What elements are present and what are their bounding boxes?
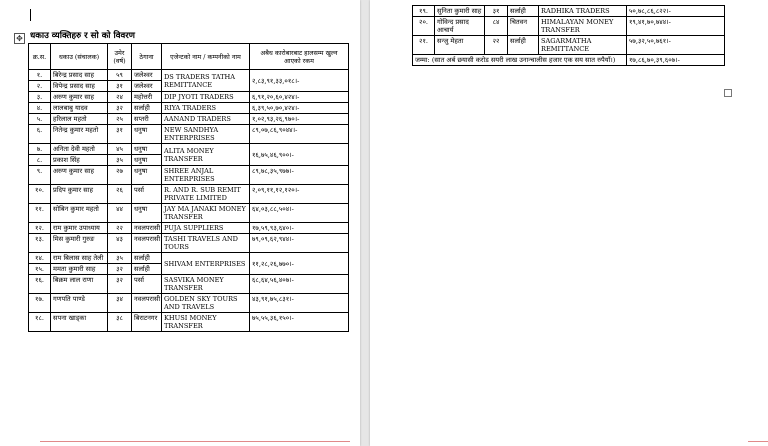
cell-name: नितेन्द्र कुमार महतो [51,125,108,144]
cell-address: धनुषा [132,166,162,185]
cell-agent: RADHIKA TRADERS [539,6,627,17]
data-table-left [28,43,349,332]
cell-address: जलेश्वर [132,70,162,81]
table-row [29,125,349,144]
cell-sn: ४. [29,103,51,114]
text-cursor [30,9,31,21]
cell-amount: १७,५९,९३,६४०।- [250,223,349,234]
cell-amount: ६४,०३,८८,५०४।- [250,204,349,223]
cell-amount: ६,३९,५०,७०,४२४।- [250,103,349,114]
cell-sn: १५. [29,264,51,275]
cell-address: बिराटनगर [132,313,162,332]
cell-agent: AANAND TRADERS [162,114,250,125]
cell-agent: ALITA MONEY TRANSFER [162,144,250,166]
cell-age: ३५ [108,155,132,166]
cell-address: सर्लाही [132,264,162,275]
cell-agent: JAY MA JANAKI MONEY TRANSFER [162,204,250,223]
page-left [0,0,360,446]
cell-age: ४५ [108,144,132,155]
cell-age: ३२ [108,264,132,275]
cell-name: प्रकाश सिंह [51,155,108,166]
table-row [29,185,349,204]
table-row [29,223,349,234]
cell-name: सन्जु मेहता [435,36,485,55]
cell-age: ३१ [485,6,508,17]
cell-name: अनिता देवी महतो [51,144,108,155]
cell-amount: २,८३,९१,३३,०१८।- [250,70,349,92]
cell-agent: RIYA TRADERS [162,103,250,114]
cell-sn: १८. [29,313,51,332]
cell-name: विपेन्द्र प्रसाद साह [51,81,108,92]
cell-agent: SHREE ANJAL ENTERPRISES [162,166,250,185]
cell-address: पर्सा [132,185,162,204]
cell-name: बिरेन्द्र प्रसाद साह [51,70,108,81]
cell-agent: HIMALAYAN MONEY TRANSFER [539,17,627,36]
total-amount: १७,८६,७०,३९,६०७।- [627,55,725,66]
cell-agent: KHUSI MONEY TRANSFER [162,313,250,332]
cell-address: सप्तरी [132,114,162,125]
col-header-amount: अबैध कारोबारबाट हालसम्म खुल्न आएको रकम [250,44,349,70]
cell-amount: ८९,०७,८६,९०४४।- [250,125,349,144]
table-row [413,6,725,17]
cell-address: धनुषा [132,125,162,144]
cell-address: धनुषा [132,155,162,166]
cell-address: नवलपरासी [132,234,162,253]
cell-amount: ११,२८,२६,७७०।- [250,253,349,275]
table-row [29,103,349,114]
table-row [29,313,349,332]
cell-name: गोविन्द प्रसाद आचार्य [435,17,485,36]
cell-sn: १७. [29,294,51,313]
cell-age: ५९ [108,70,132,81]
cell-name: राम बिलास साह तेली [51,253,108,264]
total-row [413,55,725,66]
cell-amount: ६,९१,२०,६०,४२४।- [250,92,349,103]
cell-address: पर्सा [132,275,162,294]
table-header-row [29,44,349,70]
document-heading: धकाउ व्यक्तिहरु र सो को विवरण [30,31,136,41]
cell-sn: ३. [29,92,51,103]
cell-sn: १२. [29,223,51,234]
cell-sn: १०. [29,185,51,204]
table-row [413,36,725,55]
cell-sn: २०. [413,17,435,36]
cell-amount: २,०९,११,१२,१२०।- [250,185,349,204]
cell-amount: १,०२,९३,२६,९७०।- [250,114,349,125]
col-header-address: ठेगाना [132,44,162,70]
table-row [29,92,349,103]
cell-age: ३२ [108,103,132,114]
cell-address: सर्लाही [508,6,539,17]
table-row [29,114,349,125]
cell-address: सर्लाही [132,253,162,264]
cell-age: ४४ [108,204,132,223]
cell-amount: ७५,५५,३६,१५०।- [250,313,349,332]
cell-age: २२ [108,223,132,234]
table-row [29,70,349,81]
cell-agent: NEW SANDHYA ENTERPRISES [162,125,250,144]
cell-sn: १३. [29,234,51,253]
cell-address: धनुषा [132,204,162,223]
cell-name: ममता कुमारी साह [51,264,108,275]
table-row [29,294,349,313]
cell-age: ३५ [108,253,132,264]
table-row [29,253,349,264]
cell-sn: ७. [29,144,51,155]
cell-age: २६ [108,185,132,204]
cell-sn: १४. [29,253,51,264]
cell-amount: १६,७५,४६,९००।- [250,144,349,166]
cell-name: लालबाबु यादव [51,103,108,114]
cell-age: ३८ [108,313,132,332]
cell-sn: ६. [29,125,51,144]
cell-name: अरुण कुमार साह [51,92,108,103]
cell-amount: ५०,७८,८६,८२२।- [627,6,725,17]
cell-name: बिक्रम लाल राणा [51,275,108,294]
cell-name: प्रदिप कुमार साह [51,185,108,204]
cell-agent: SHIVAM ENTERPRISES [162,253,250,275]
col-header-name: धकाउ (संचालक) [51,44,108,70]
cell-age: २५ [108,114,132,125]
cell-name: सुनिता कुमारी साह [435,6,485,17]
cell-address: चितवन [508,17,539,36]
cell-agent: GOLDEN SKY TOURS AND TRAVELS [162,294,250,313]
cell-age: ८४ [485,17,508,36]
data-table-right [412,5,725,66]
table-row [29,275,349,294]
cell-age: ३४ [108,294,132,313]
cell-agent: DS TRADERS TATHA REMITTANCE [162,70,250,92]
cell-sn: ५. [29,114,51,125]
cell-sn: ११. [29,204,51,223]
table-resize-handle-icon[interactable] [724,89,732,97]
cell-amount: ६८,६४,५६,४०७।- [250,275,349,294]
cell-agent: PUJA SUPPLIERS [162,223,250,234]
cell-agent: TASHI TRAVELS AND TOURS [162,234,250,253]
cell-sn: ९. [29,166,51,185]
cell-amount: ८९,७८,३५,९७७।- [250,166,349,185]
table-row [413,17,725,36]
cell-age: ३१ [108,81,132,92]
cell-name: सपना खाड्का [51,313,108,332]
cell-sn: १९. [413,6,435,17]
cell-amount: ४३,९१,७५,८३१।- [250,294,349,313]
cell-name: हरिलाल महतो [51,114,108,125]
cell-amount: ७९,०९,६२,९४४।- [250,234,349,253]
cell-name: राम कुमार उपाध्याय [51,223,108,234]
table-move-handle-icon[interactable]: ✥ [14,33,25,44]
cell-address: सर्लाही [508,36,539,55]
cell-agent: R. AND R. SUB REMIT PRIVATE LIMITED [162,185,250,204]
cell-address: नवलपरासी [132,223,162,234]
cell-address: महोत्तरी [132,92,162,103]
table-row [29,144,349,155]
col-header-sn: क्र.स. [29,44,51,70]
cell-age: २४ [108,92,132,103]
table-row [29,166,349,185]
cell-age: ४३ [108,234,132,253]
col-header-age: उमेर (वर्ष) [108,44,132,70]
cell-sn: ८. [29,155,51,166]
cell-age: ३१ [108,125,132,144]
table-row [29,234,349,253]
cell-name: गणपति पाण्डे [51,294,108,313]
cell-name: मिस कुमारी गुरुङ [51,234,108,253]
cell-amount: १९,४१,७०,७४४।- [627,17,725,36]
col-header-agent: एजेन्टको नाम / कम्पनीको नाम [162,44,250,70]
cell-address: सर्लाही [132,103,162,114]
cell-address: धनुषा [132,144,162,155]
cell-age: २७ [108,166,132,185]
cell-age: ३२ [108,275,132,294]
page-right [370,0,768,446]
cell-name: सोबिन कुमार महतो [51,204,108,223]
cell-amount: ५७,३२,५०,७६१।- [627,36,725,55]
cell-sn: १. [29,70,51,81]
cell-agent: SAGARMATHA REMITTANCE [539,36,627,55]
cell-address: नवलपरासी [132,294,162,313]
cell-name: अरुण कुमार साह [51,166,108,185]
cell-age: २२ [485,36,508,55]
table-row [29,204,349,223]
page-bottom-line [748,441,768,442]
total-label: जम्मा: (सात अर्ब छयासी करोड सयरी लाख उनान्चालीस हजार एक सय सात रुपैयाँ।) [413,55,627,66]
cell-sn: १६. [29,275,51,294]
cell-agent: SASVIKA MONEY TRANSFER [162,275,250,294]
cell-sn: २. [29,81,51,92]
cell-agent: DIP JYOTI TRADERS [162,92,250,103]
page-bottom-line [40,441,350,442]
cell-sn: २१. [413,36,435,55]
cell-address: जलेश्वर [132,81,162,92]
